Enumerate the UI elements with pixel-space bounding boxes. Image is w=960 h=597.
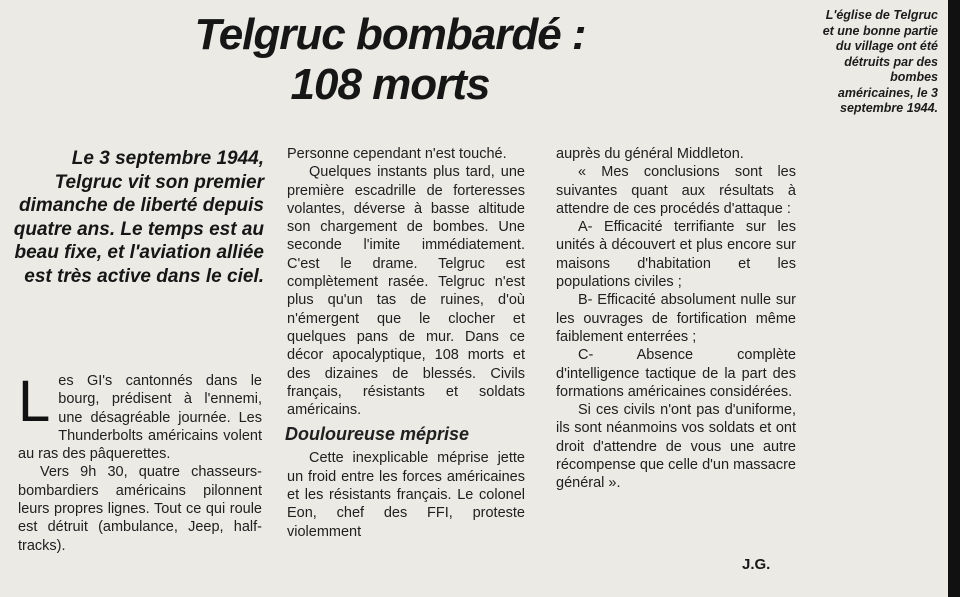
body-paragraph: Cette inexplicable méprise jette un froid entre les forces américaines et les résistants français. Le colonel Eon, chef des FFI, proteste violemment — [287, 450, 525, 540]
body-text: es GI's cantonnés dans le bourg, prédisent à l'ennemi, une désagréable journée. Les Thunderbolts américains volent au ras des pâquerettes. — [18, 373, 262, 463]
author-signature: J.G. — [742, 556, 771, 573]
page-edge-shadow — [948, 0, 960, 597]
article-column-2 — [287, 145, 525, 541]
dropcap: L — [18, 369, 51, 434]
article-column-3 — [556, 145, 796, 493]
subheading: Douloureuse méprise — [285, 424, 470, 445]
quote-paragraph: C- Absence complète d'intelligence tactique de la part des formations américaines considérées. — [556, 347, 796, 400]
body-paragraph: Personne cependant n'est touché. — [287, 146, 507, 162]
paragraph-with-dropcap — [18, 369, 262, 463]
lead-paragraph: Le 3 septembre 1944, Telgruc vit son premier dimanche de liberté depuis quatre ans. Le temps est au beau fixe, et l'aviation alliée est très active dans le ciel. — [13, 148, 264, 287]
quote-paragraph: Si ces civils n'ont pas d'uniforme, ils sont néanmoins vos soldats et ont droit d'attendre de vous une autre récompense que celle d'un massacre général ». — [556, 402, 796, 492]
quote-paragraph: A- Efficacité terrifiante sur les unités à découvert et plus encore sur maisons d'habitation et les populations civiles ; — [556, 219, 796, 291]
quote-paragraph: B- Efficacité absolument nulle sur les ouvrages de fortification même faiblement enterrées ; — [556, 292, 796, 345]
photo-caption: L'église de Telgruc et une bonne partie du village ont été détruits par des bombes américaines, le 3 septembre 1944. — [822, 8, 938, 115]
quote-paragraph: « Mes conclusions sont les suivantes quant aux résultats à attendre de ces procédés d'attaque : — [556, 164, 796, 217]
body-paragraph: Quelques instants plus tard, une première escadrille de forteresses volantes, déverse à basse altitude son chargement de bombes. Une seconde l'imite immédiatement. C'est le drame. Telgruc est complètement rasée. Telgruc n'est plus qu'un tas de ruines, d'où n'émergent que le clocher et quelques pans de mur. Dans ce décor apocalyptique, 108 morts et des dizaines de blessés. Civils français, résistants et soldats américains. — [287, 164, 525, 419]
headline-line-1: Telgruc bombardé : — [194, 10, 586, 59]
article-headline — [120, 10, 660, 110]
body-paragraph: auprès du général Middleton. — [556, 146, 744, 162]
headline-line-2: 108 morts — [290, 60, 490, 109]
body-paragraph: Vers 9h 30, quatre chasseurs-bombardiers américains pilonnent leurs propres lignes. Tout ce qui roule est détruit (ambulance, Jeep, half-tracks). — [18, 464, 262, 554]
article-column-1 — [18, 369, 262, 555]
